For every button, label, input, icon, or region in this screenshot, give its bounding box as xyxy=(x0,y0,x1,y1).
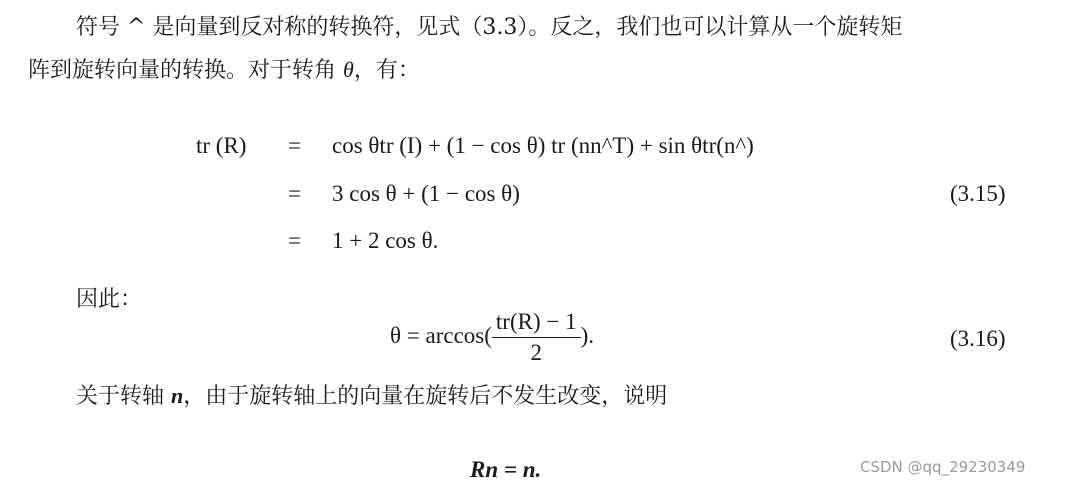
eq-3-15-lhs-text: tr (R) xyxy=(196,133,247,158)
paragraph-2-prefix: 关于转轴 xyxy=(76,384,171,409)
watermark-text: CSDN @qq_29230349 xyxy=(860,458,1026,476)
paragraph-1-line-2 xyxy=(28,56,420,85)
paragraph-1-line-1-text: 符号 ^ 是向量到反对称的转换符，见式（3.3）。反之，我们也可以计算从一个旋转矩 xyxy=(76,15,903,40)
eq-3-16-numerator: tr(R) − 1 xyxy=(495,309,577,334)
eq-3-15-row-1-lhs xyxy=(196,132,246,160)
hence-label-text: 因此： xyxy=(76,287,143,312)
eq-3-15-row-1-equals xyxy=(288,132,301,160)
equals-sign: = xyxy=(288,181,301,206)
eq-3-15-row-1-rhs-text: cos θtr (I) + (1 − cos θ) tr (nn^T) + sin θtr(n^) xyxy=(332,133,754,158)
equation-rn-equals-n-text: Rn = n. xyxy=(470,457,542,482)
equation-number-text: (3.15) xyxy=(950,181,1006,206)
paragraph-2 xyxy=(76,382,667,411)
eq-3-16-denominator: 2 xyxy=(530,340,542,365)
eq-3-15-row-2-rhs-text: 3 cos θ + (1 − cos θ) xyxy=(332,181,520,206)
equals-sign: = xyxy=(288,133,301,158)
axis-symbol: n xyxy=(171,383,184,408)
hence-label xyxy=(76,286,142,314)
eq-3-15-row-1-rhs xyxy=(332,132,754,160)
equation-number-3-15 xyxy=(950,180,1006,208)
equals-sign: = xyxy=(288,228,301,253)
paragraph-1-line-1 xyxy=(76,14,902,42)
equation-number-text: (3.16) xyxy=(950,326,1006,351)
theta-symbol: θ xyxy=(343,57,354,82)
csdn-watermark xyxy=(860,458,1025,476)
equation-rn-equals-n xyxy=(470,456,541,484)
paragraph-2-suffix: ，由于旋转轴上的向量在旋转后不发生改变，说明 xyxy=(183,384,668,409)
eq-3-16-fraction xyxy=(492,310,581,365)
eq-3-15-row-3-rhs-text: 1 + 2 cos θ. xyxy=(332,228,439,253)
paragraph-1-line-2-prefix: 阵到旋转向量的转换。对于转角 xyxy=(28,58,343,83)
equation-number-3-16 xyxy=(950,325,1006,353)
eq-3-15-row-3-equals xyxy=(288,227,301,255)
eq-3-16-body xyxy=(390,310,594,365)
eq-3-15-row-2-rhs xyxy=(332,180,520,208)
eq-3-15-row-2-equals xyxy=(288,180,301,208)
eq-3-16-tail: ). xyxy=(580,322,594,348)
eq-3-16-lhs: θ = arccos( xyxy=(390,322,492,348)
paragraph-1-line-2-suffix: ，有： xyxy=(353,58,420,83)
eq-3-15-row-3-rhs xyxy=(332,227,438,255)
